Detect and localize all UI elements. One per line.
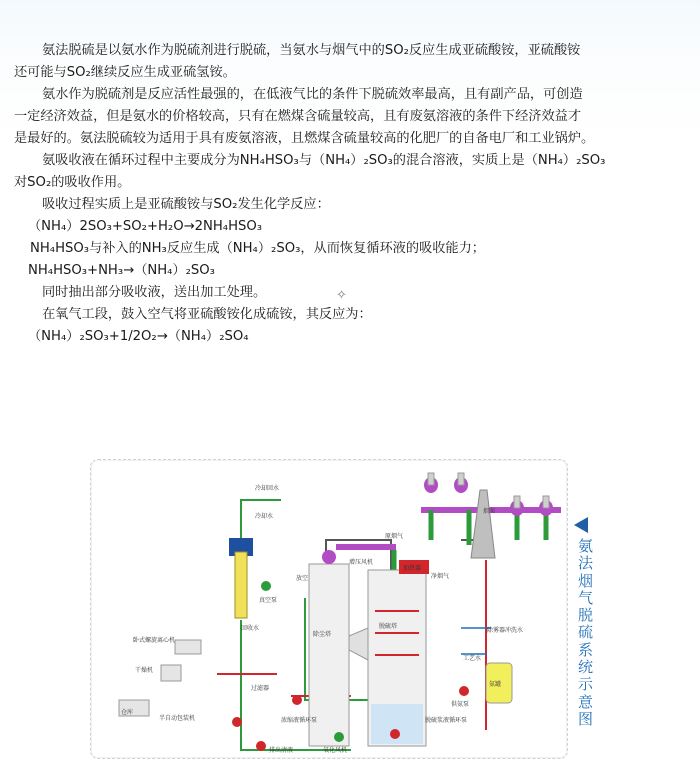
label-return-water: 回收水 (241, 625, 260, 632)
label-desulfur-circ-pump: 脱硫浆液循环泵 (425, 717, 468, 724)
dryer (161, 665, 181, 681)
label-clean-gas: 净烟气 (431, 573, 450, 580)
label-cooling-return: 冷却回水 (255, 485, 280, 492)
booster-fan (322, 550, 336, 564)
stack-small (543, 496, 549, 508)
paragraph: 吸收过程实质上是亚硫酸铵与SO₂发生化学反应： (42, 197, 330, 212)
crystallizer (235, 552, 247, 618)
connector-duct (349, 628, 368, 660)
pump (390, 729, 400, 739)
label-slurry: 排出清液 (269, 747, 294, 754)
label-heater: 加热器 (403, 565, 422, 572)
paragraph: 还可能与SO₂继续反应生成亚硫氢铵。 (14, 65, 236, 80)
process-diagram (90, 459, 568, 759)
paragraph: 一定经济效益，但是氨水的价格较高，只有在燃煤含硫量较高，且有废氨溶液的条件下经济效益才 (14, 109, 582, 124)
pump (459, 686, 469, 696)
chimney (471, 490, 495, 558)
pump (292, 695, 302, 705)
label-packer: 半自动包装机 (159, 715, 196, 722)
pump (256, 741, 266, 751)
label-oxidation-fan: 氧化风机 (323, 747, 348, 754)
stack-small (458, 473, 464, 485)
paragraph: 在氧气工段，鼓入空气将亚硫酸铵化成硫铵，其反应为： (42, 307, 372, 322)
stack-small (428, 473, 434, 485)
label-cooling-water: 冷却水 (255, 513, 274, 520)
label-desulfur-tower: 脱硫塔 (379, 623, 398, 630)
paragraph: 对SO₂的吸收作用。 (14, 175, 131, 190)
label-vent: 放空 (296, 575, 309, 582)
oxidation-fan (334, 732, 344, 742)
label-dust-tower: 除尘塔 (313, 631, 332, 638)
paragraph: 氨水作为脱硫剂是反应活性最强的，在低液气比的条件下脱硫效率最高，且有副产品，可创造 (42, 87, 583, 102)
paragraph: 同时抽出部分吸收液，送出加工处理。 (42, 285, 267, 300)
label-filter: 过滤器 (251, 685, 270, 692)
figure-caption: 氨法烟气脱硫系统示意图 (578, 537, 594, 728)
equation: （NH₄）2SO₃+SO₂+H₂O→2NH₄HSO₃ (28, 219, 263, 234)
centrifuge (175, 640, 201, 654)
paragraph: 氨吸收液在循环过程中主要成分为NH₄HSO₃与（NH₄）₂SO₃的混合溶液，实质上是（NH₄）₂SO₃ (42, 153, 606, 168)
label-process-water: 工艺水 (463, 655, 482, 662)
label-booster-fan: 增压风机 (349, 559, 374, 566)
process-diagram-svg (91, 460, 567, 758)
article-body (14, 44, 686, 352)
label-demister: 除雾器冲洗水 (487, 627, 524, 634)
label-chimney: 烟囱 (483, 508, 496, 515)
sparkle-icon: ✧ (336, 288, 347, 303)
spray-layer (375, 610, 419, 612)
arrow-left-icon (574, 517, 588, 533)
label-vacuum-pump: 真空泵 (259, 597, 278, 604)
equation: NH₄HSO₃+NH₃→（NH₄）₂SO₃ (28, 263, 215, 278)
label-centrifuge: 卧式螺旋离心机 (133, 637, 176, 644)
label-flue-gas: 原烟气 (385, 533, 404, 540)
label-dryer: 干燥机 (135, 667, 154, 674)
label-warehouse: 仓库 (121, 709, 134, 716)
label-ammonia-tank: 氨罐 (489, 681, 502, 688)
equation: （NH₄）₂SO₃+1/2O₂→（NH₄）₂SO₄ (28, 329, 249, 344)
vacuum-pump (261, 581, 271, 591)
label-circ-pump: 浓缩液循环泵 (281, 717, 318, 724)
paragraph: 氨法脱硫是以氨水作为脱硫剂进行脱硫，当氨水与烟气中的SO₂反应生成亚硫酸铵，亚硫酸铵 (42, 43, 581, 58)
pump (232, 717, 242, 727)
label-ammonia-pump: 供氨泵 (451, 701, 470, 708)
spray-layer (375, 654, 419, 656)
paragraph: NH₄HSO₃与补入的NH₃反应生成（NH₄）₂SO₃，从而恢复循环液的吸收能力； (30, 241, 485, 256)
paragraph: 是最好的。氨法脱硫较为适用于具有废氨溶液，且燃煤含硫量较高的化肥厂的自备电厂和工业锅炉。 (14, 131, 595, 146)
spray-layer (375, 632, 419, 634)
stack-small (514, 496, 520, 508)
